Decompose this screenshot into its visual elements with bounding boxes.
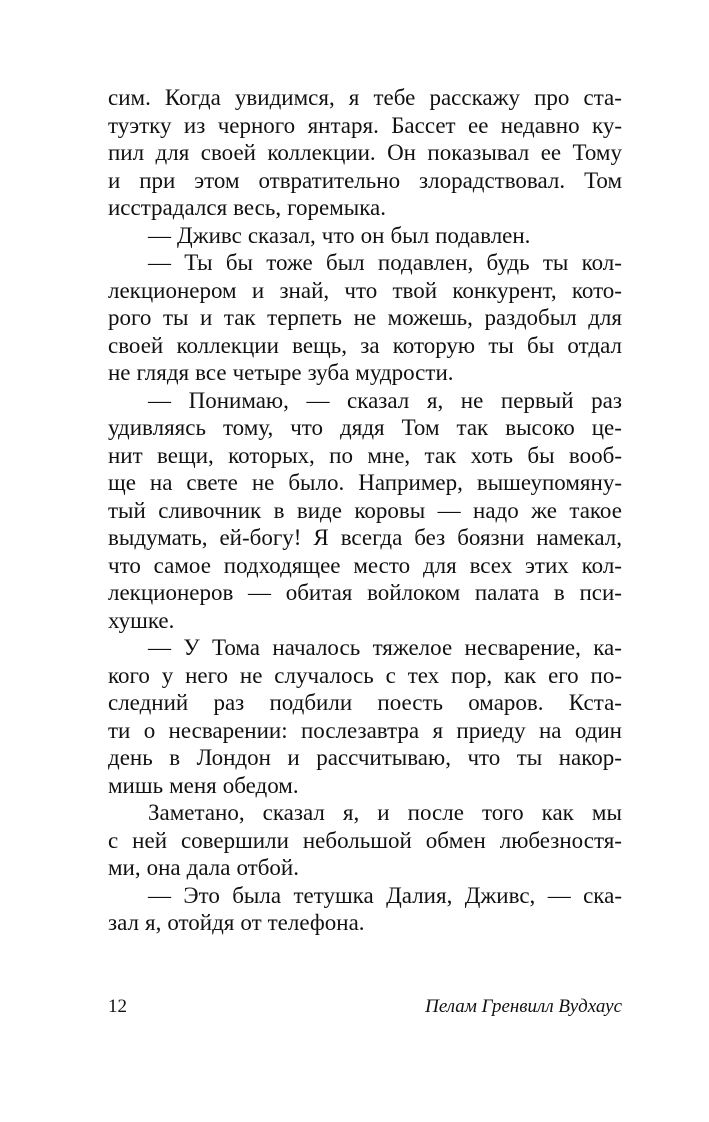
text-line: лекционеров — обитая войлоком палата в пси-: [108, 580, 622, 605]
text-line: ще на свете не было. Например, вышеупомяну-: [108, 470, 622, 495]
text-line: — Ты бы тоже был подавлен, будь ты кол-: [148, 250, 622, 275]
text-line: пил для своей коллекции. Он показывал ее Тому: [108, 140, 622, 165]
text-line: — Дживс сказал, что он был подавлен.: [148, 222, 531, 248]
text-line: что самое подходящее место для всех этих кол-: [108, 552, 622, 578]
text-line: нит вещи, которых, по мне, так хоть бы вооб-: [108, 442, 622, 468]
page-footer: [108, 995, 622, 1019]
text-line: туэтку из черного янтаря. Бассет ее недавно ку-: [108, 112, 622, 138]
text-line: день в Лондон и рассчитываю, что ты накор-: [108, 745, 622, 770]
body-text: [108, 84, 622, 937]
text-line: мишь меня обедом.: [108, 772, 299, 798]
text-line: тый сливочник в виде коровы — надо же такое: [108, 497, 622, 523]
text-line: зал я, отойдя от телефона.: [108, 910, 365, 935]
text-line: ми, она дала отбой.: [108, 855, 299, 880]
text-line: Заметано, сказал я, и после того как мы: [148, 800, 622, 825]
text-line: не глядя все четыре зуба мудрости.: [108, 360, 454, 385]
text-line: лекционером и знай, что твой конкурент, кото-: [108, 277, 622, 303]
text-line: кого у него не случалось с тех пор, как его по-: [108, 662, 622, 688]
page-number: 12: [108, 996, 127, 1017]
text-line: с ней совершили небольшой обмен любезностя-: [108, 827, 622, 853]
text-line: ти о несварении: послезавтра я приеду на один: [108, 717, 622, 743]
text-line: своей коллекции вещь, за которую ты бы отдал: [108, 332, 622, 358]
text-line: рого ты и так терпеть не можешь, раздобыл для: [108, 305, 622, 330]
text-line: удивляясь тому, что дядя Том так высоко це-: [108, 415, 622, 440]
text-line: исстрадался весь, горемыка.: [108, 195, 386, 220]
text-line: и при этом отвратительно злорадствовал. Том: [108, 167, 622, 193]
text-line: хушке.: [108, 607, 175, 633]
running-head-author: Пелам Гренвилл Вудхаус: [425, 996, 622, 1017]
text-line: — Понимаю, — сказал я, не первый раз: [148, 387, 622, 413]
text-line: — У Тома началось тяжелое несварение, ка-: [148, 635, 622, 660]
text-line: следний раз подбили поесть омаров. Кста-: [108, 690, 622, 715]
text-line: выдумать, ей-богу! Я всегда без боязни намекал,: [108, 525, 622, 550]
text-line: — Это была тетушка Далия, Дживс, — ска-: [148, 882, 622, 908]
text-line: сим. Когда увидимся, я тебе расскажу про ста-: [108, 85, 622, 110]
